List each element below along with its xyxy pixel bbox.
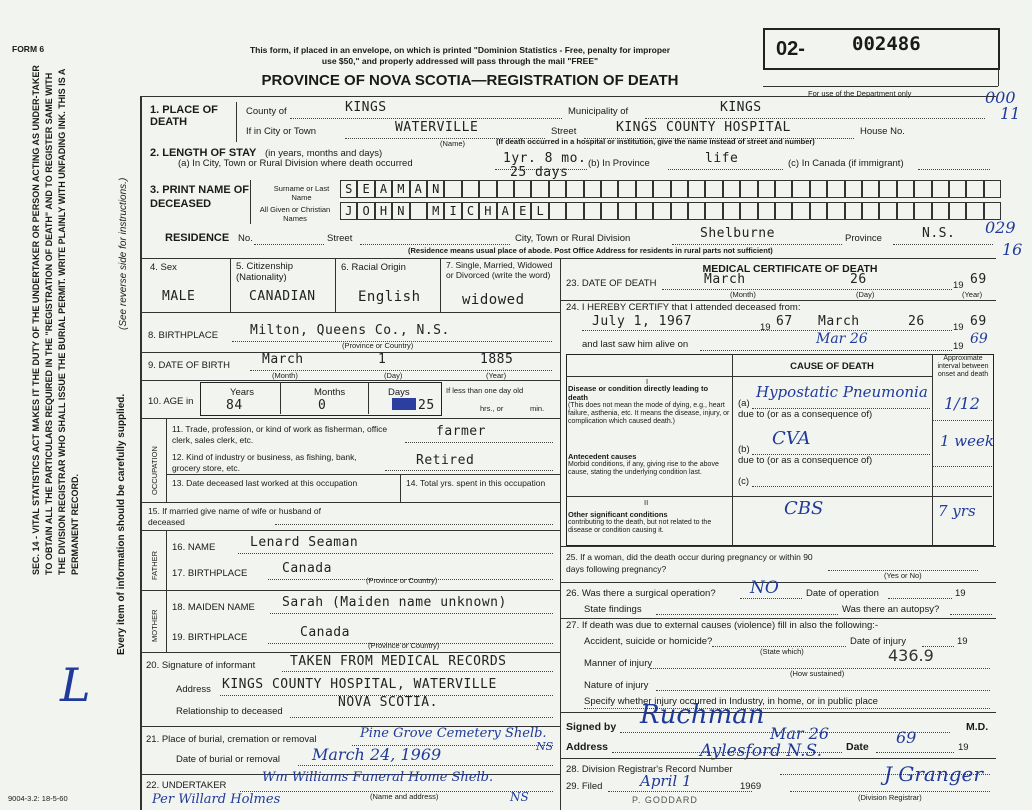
given-letter-cell (827, 202, 844, 220)
father-birthplace: Canada (282, 561, 332, 576)
surname-letter-cell (897, 180, 914, 198)
informant-value: TAKEN FROM MEDICAL RECORDS (290, 654, 507, 669)
surname-letter-cell (914, 180, 931, 198)
given-letter-cell: J (340, 202, 357, 220)
given-letter-cell (897, 202, 914, 220)
burial-place: Pine Grove Cemetery Shelb. (360, 726, 547, 741)
residence-code-2: 16 (1002, 240, 1023, 259)
surname-letter-cell: S (340, 180, 357, 198)
given-letter-cell (566, 202, 583, 220)
hospital-note: (If death occurred in a hospital or institution, give the name instead of street and number) (496, 137, 815, 146)
surgical-operation: NO (750, 578, 779, 598)
other-interval: 7 yrs (938, 502, 976, 520)
margin-initial: L (60, 658, 91, 712)
given-letter-cell (879, 202, 896, 220)
death-month: March (704, 272, 746, 287)
physician-signature: Ruchman (640, 700, 765, 730)
filed-date: April 1 (640, 772, 692, 790)
surname-letter-cell: E (357, 180, 374, 198)
surname-letter-cell (845, 180, 862, 198)
surname-letter-cell (479, 180, 496, 198)
municipality-label: Municipality of (568, 106, 629, 117)
given-letter-cell (723, 202, 740, 220)
care-note: Every item of information should be carefully supplied. (116, 393, 127, 655)
occupation-side-label: OCCUPATION (150, 446, 159, 495)
surname-letter-cell (740, 180, 757, 198)
given-letter-cell (705, 202, 722, 220)
mail-notice-1: This form, if placed in an envelope, on which is printed "Dominion Statistics - Free, penalty for improper (249, 45, 671, 55)
surname-letter-cell: A (410, 180, 427, 198)
residence-label: RESIDENCE (165, 232, 230, 244)
citizenship-value: CANADIAN (249, 289, 316, 304)
surname-letter-cell (966, 180, 983, 198)
given-letter-cell (792, 202, 809, 220)
marital-status-value: widowed (462, 292, 525, 308)
given-letter-cell (410, 202, 427, 220)
given-letter-cell: E (514, 202, 531, 220)
informant-address-1: KINGS COUNTY HOSPITAL, WATERVILLE (222, 677, 497, 692)
dept-use-note: For use of the Department only (808, 89, 912, 98)
margin-code-2: 11 (1000, 104, 1021, 123)
attend-to-year: 69 (970, 314, 987, 329)
surname-letter-cell (705, 180, 722, 198)
residence-note: (Residence means usual place of abode. Post Office Address for residents in rural parts not sufficient) (408, 246, 773, 255)
registrar-stamp: P. GODDARD (632, 795, 698, 805)
surname-letter-cell: M (392, 180, 409, 198)
surname-letter-cell (514, 180, 531, 198)
informant-address-2: NOVA SCOTIA. (338, 695, 438, 710)
registrar-signature: J Granger (884, 762, 983, 786)
undertaker-per: Per Willard Holmes (152, 792, 281, 807)
given-letter-cell: O (357, 202, 374, 220)
given-letter-cell (845, 202, 862, 220)
age-years: 84 (226, 398, 243, 413)
surname-letter-cell (462, 180, 479, 198)
sex-value: MALE (162, 289, 196, 304)
undertaker-value: Wm Williams Funeral Home Shelb. (262, 770, 494, 785)
given-letter-cell (914, 202, 931, 220)
given-letter-cell (775, 202, 792, 220)
death-day: 26 (850, 272, 867, 287)
city-label: If in City or Town (246, 126, 317, 137)
dob-year: 1885 (480, 352, 514, 367)
form-title: PROVINCE OF NOVA SCOTIA—REGISTRATION OF DEATH (261, 72, 679, 89)
stay-city-value: 1yr. 8 mo. (503, 151, 587, 166)
surname-letter-cell: N (427, 180, 444, 198)
margin-code-1: 000 (985, 88, 1016, 107)
age-days: 25 (418, 398, 435, 413)
given-letter-cell (601, 202, 618, 220)
given-letter-cell (688, 202, 705, 220)
surname-letter-cell (984, 180, 1001, 198)
physician-address: Aylesford N.S. (700, 741, 822, 761)
dob-month: March (262, 352, 304, 367)
given-letter-cell (584, 202, 601, 220)
given-letter-cell (932, 202, 949, 220)
residence-code-1: 029 (985, 218, 1016, 237)
mother-birthplace: Canada (300, 625, 350, 640)
given-letter-cell (862, 202, 879, 220)
surname-letter-cell (618, 180, 635, 198)
surname-letter-cell (775, 180, 792, 198)
registration-number: 002486 (852, 33, 921, 55)
county-label: County of (246, 106, 287, 117)
racial-origin-value: English (358, 289, 421, 305)
surname-letter-cell (949, 180, 966, 198)
given-letter-cell: M (427, 202, 444, 220)
given-letter-cell (653, 202, 670, 220)
form-number: FORM 6 (12, 44, 45, 54)
surname-letter-cell (792, 180, 809, 198)
father-side-label: FATHER (150, 550, 159, 580)
industry-value: Retired (416, 453, 475, 468)
given-letter-cell (758, 202, 775, 220)
father-name: Lenard Seaman (250, 535, 359, 550)
surname-letter-cell (671, 180, 688, 198)
burial-date: March 24, 1969 (312, 745, 442, 764)
city-value: WATERVILLE (395, 120, 479, 135)
given-letter-cell: H (375, 202, 392, 220)
manner-code: 436.9 (888, 646, 934, 665)
given-letter-cell: A (497, 202, 514, 220)
surname-letter-cell (723, 180, 740, 198)
given-letter-cell (636, 202, 653, 220)
surname-letter-cell (636, 180, 653, 198)
last-saw: Mar 26 (816, 331, 868, 347)
stay-city-label: (a) In City, Town or Rural Division where death occurred (178, 158, 413, 169)
given-letter-cell: L (531, 202, 548, 220)
mother-side-label: MOTHER (150, 609, 159, 642)
surname-letter-cell (862, 180, 879, 198)
ink-blot (392, 398, 416, 410)
name-label: 3. PRINT NAME OF DECEASED (150, 184, 250, 210)
street-value: KINGS COUNTY HOSPITAL (616, 120, 791, 135)
given-letter-cell (810, 202, 827, 220)
birthplace-value: Milton, Queens Co., N.S. (250, 323, 450, 338)
other-conditions: CBS (784, 498, 824, 519)
house-no-label: House No. (860, 126, 905, 137)
surname-letter-cell (827, 180, 844, 198)
reverse-note: (See reverse side for instructions.) (118, 177, 129, 330)
stay-province-label: (b) In Province (588, 158, 650, 169)
given-letter-cell (671, 202, 688, 220)
given-letter-cell: I (444, 202, 461, 220)
cause-b: CVA (772, 428, 811, 449)
death-year: 69 (970, 272, 987, 287)
physician-date: Mar 26 (770, 724, 830, 743)
dob-day: 1 (378, 352, 387, 367)
given-letter-cell: N (392, 202, 409, 220)
street-label: Street (551, 126, 577, 137)
cause-a: Hypostatic Pneumonia (756, 383, 928, 401)
surname-letter-cell (566, 180, 583, 198)
statute-text: SEC. 14 - VITAL STATISTICS ACT MAKES IT THE DUTY OF THE UNDERTAKER OR PERSON ACTING AS UNDER-TAKER TO OBTAIN ALL THE PARTICULARS REQUIRED IN THE "REGISTRATION OF DEATH" AND TO REGISTER SAME WITH THE DIVISION REGISTRAR WHO SHALL ISSUE THE BURIAL PERMIT. WRITE PLAINLY WITH UNFADING INK. THIS IS A PERMANENT RECORD. (31, 65, 80, 575)
given-letter-cell (966, 202, 983, 220)
surname-letter-cell (601, 180, 618, 198)
age-months: 0 (318, 398, 327, 413)
surname-letter-cell: A (375, 180, 392, 198)
residence-city: Shelburne (700, 226, 775, 241)
county-value: KINGS (345, 100, 387, 115)
given-letter-cell (618, 202, 635, 220)
attend-from: July 1, 1967 (592, 314, 692, 329)
given-letter-cell (740, 202, 757, 220)
surname-letter-cell (688, 180, 705, 198)
surname-letter-cell (531, 180, 548, 198)
surname-letter-cell (653, 180, 670, 198)
surname-letter-cell (549, 180, 566, 198)
given-letter-cell: H (479, 202, 496, 220)
surname-letter-cell (810, 180, 827, 198)
attend-from-year: 67 (776, 314, 793, 329)
stay-city-days: 25 days (510, 165, 569, 180)
physician-date-year: 69 (896, 728, 917, 747)
stay-canada-label: (c) In Canada (if immigrant) (788, 158, 904, 169)
residence-province: N.S. (922, 226, 956, 241)
cause-a-interval: 1/12 (944, 394, 980, 413)
surname-letter-cell (879, 180, 896, 198)
registration-prefix: 02- (776, 38, 805, 60)
given-letter-cell (949, 202, 966, 220)
surname-letter-cell (932, 180, 949, 198)
length-of-stay-label: 2. LENGTH OF STAY (150, 147, 257, 159)
attend-to: March (818, 314, 860, 329)
filed-year: 1969 (740, 781, 762, 792)
medical-title: MEDICAL CERTIFICATE OF DEATH (702, 263, 878, 275)
municipality-value: KINGS (720, 100, 762, 115)
given-letter-cell (549, 202, 566, 220)
attend-to-day: 26 (908, 314, 925, 329)
mail-notice-2: use $50," and properly addressed will pass through the mail "FREE" (321, 56, 599, 66)
surname-letter-cell (758, 180, 775, 198)
form-footer: 9004-3.2: 18-5-60 (8, 794, 68, 803)
cause-b-interval: 1 week (940, 432, 994, 450)
place-of-death-label: 1. PLACE OF DEATH (150, 104, 218, 128)
surname-letter-cell (497, 180, 514, 198)
last-saw-year: 69 (970, 331, 988, 347)
stay-province-value: life (705, 151, 739, 166)
surname-letter-cell (444, 180, 461, 198)
mother-maiden-name: Sarah (Maiden name unknown) (282, 595, 507, 610)
given-letter-cell: C (462, 202, 479, 220)
trade-value: farmer (436, 424, 486, 439)
surname-letter-cell (584, 180, 601, 198)
